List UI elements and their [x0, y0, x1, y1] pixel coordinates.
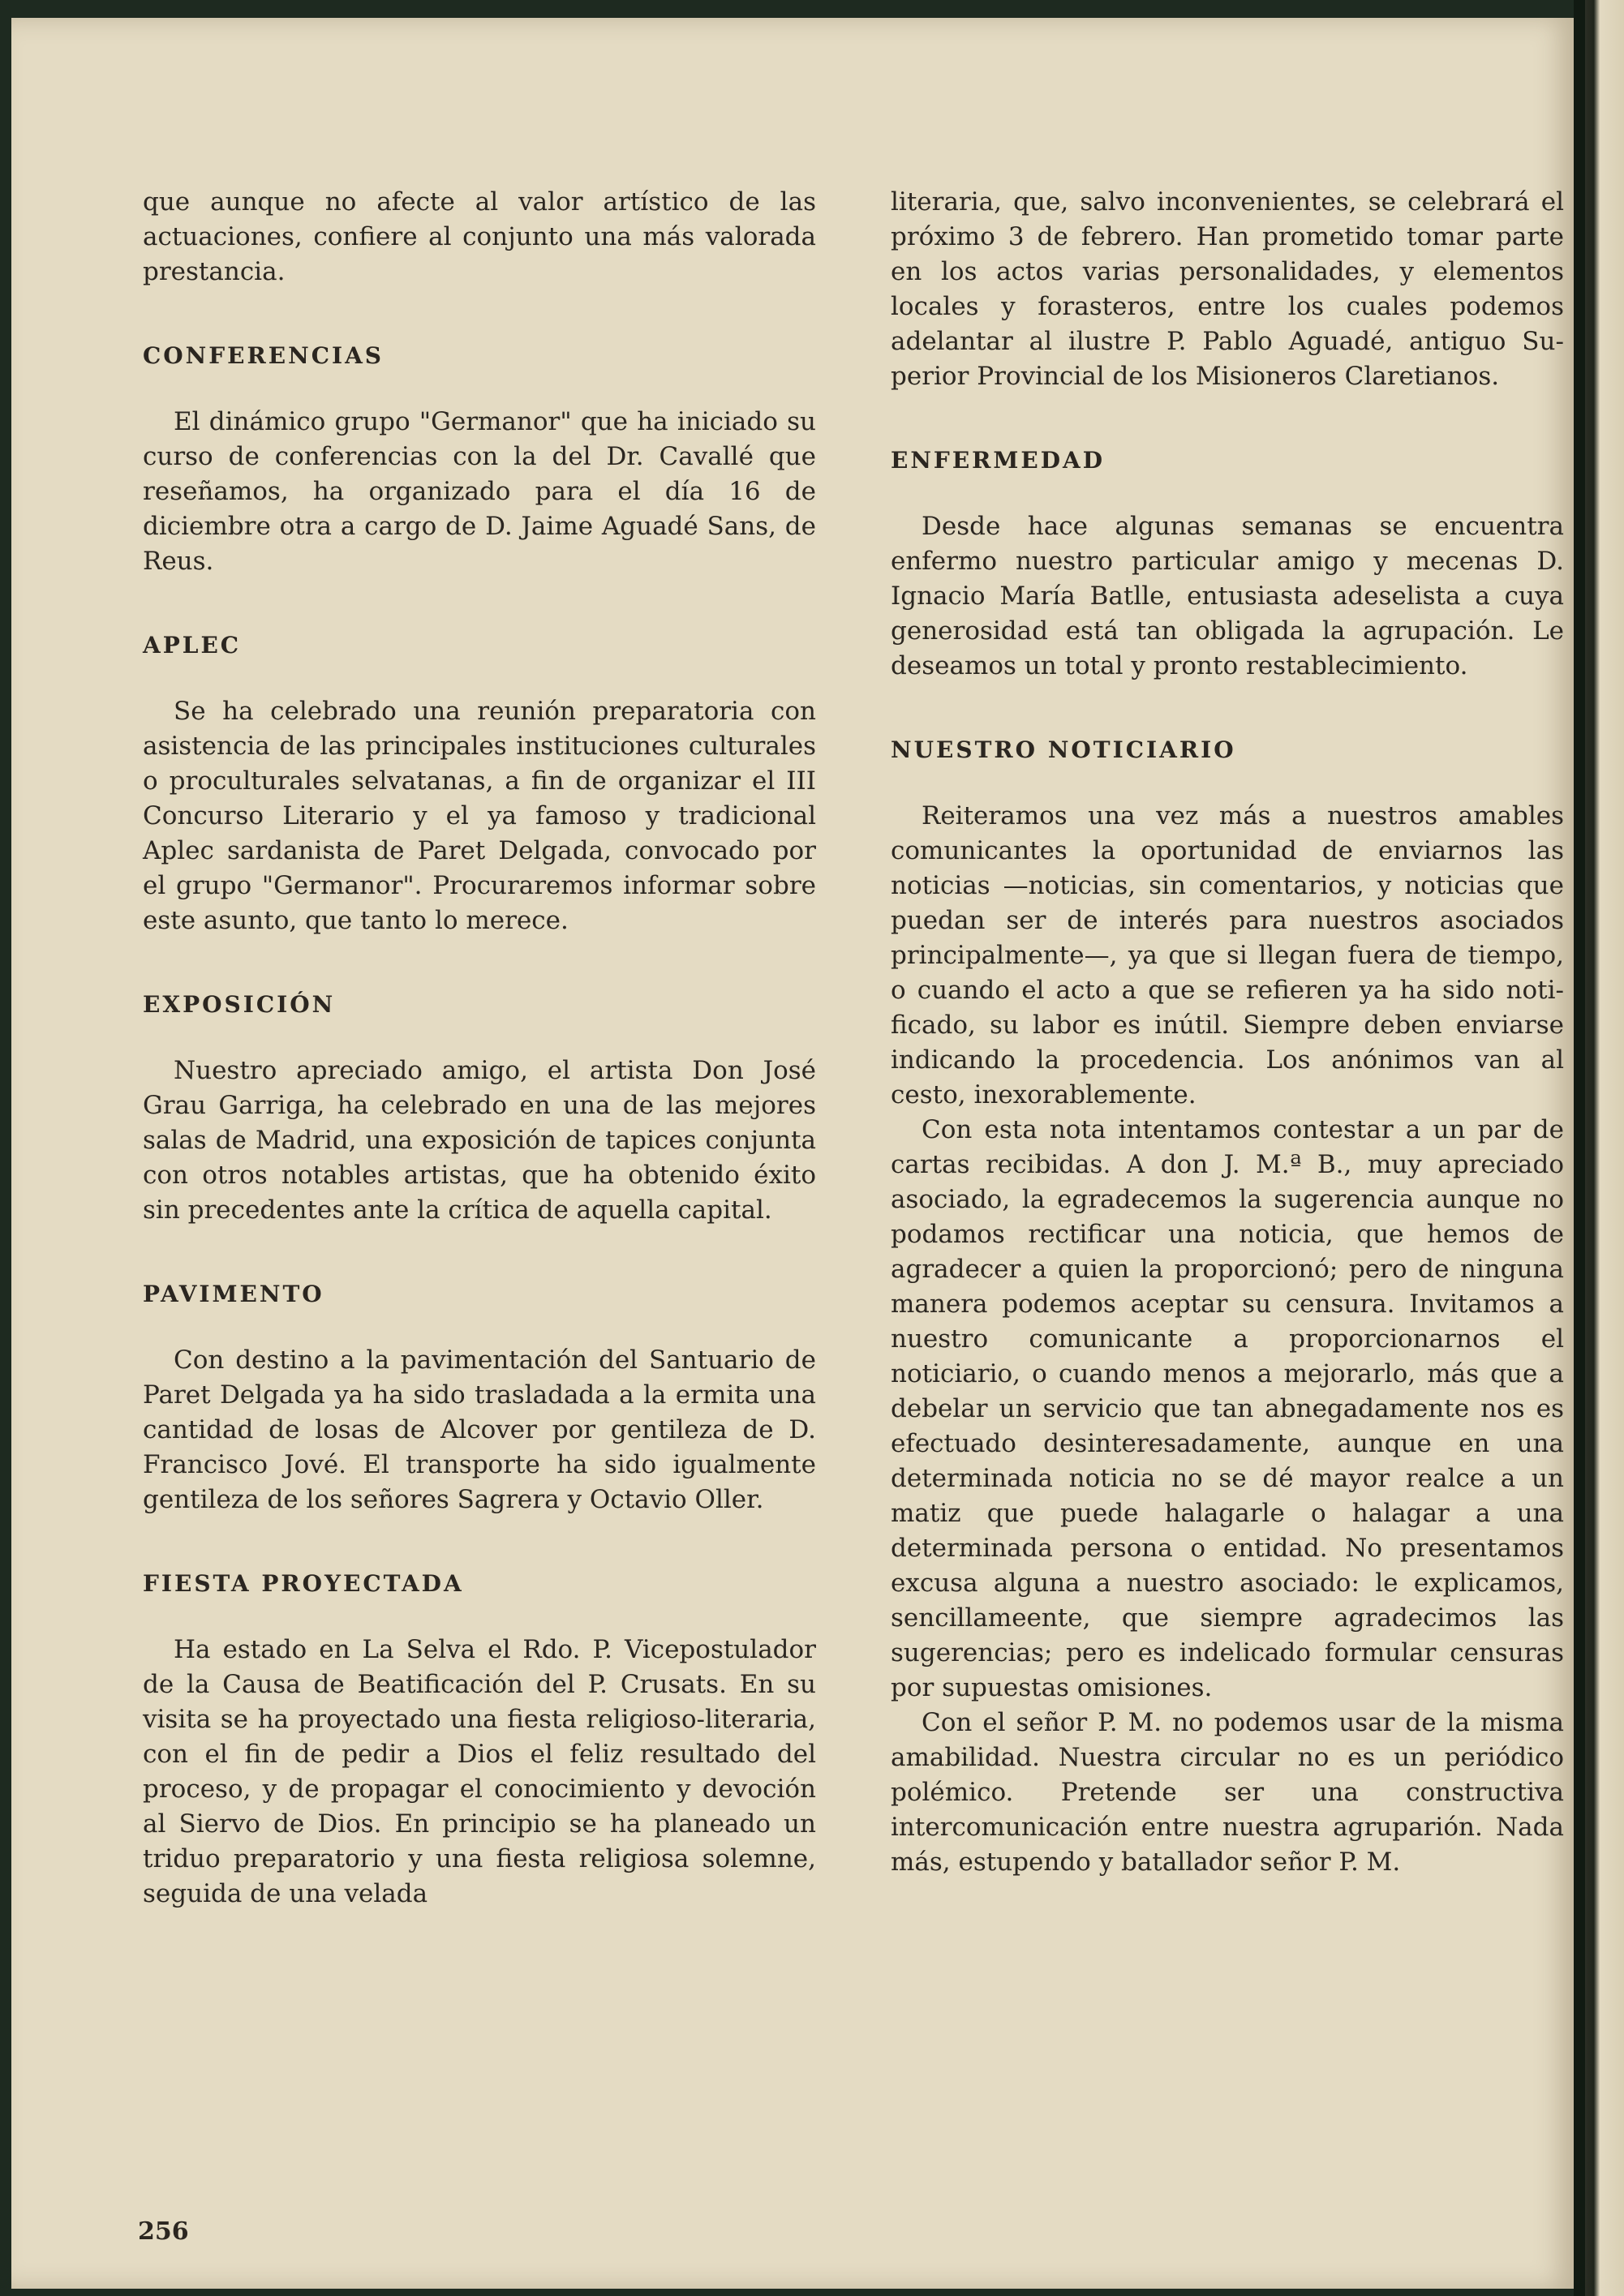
right-column [891, 185, 1564, 1880]
section-heading: ENFERMEDAD [891, 447, 1106, 474]
section-paragraph: Se ha celebrado una reunión preparatoria con asistencia de las principales instituciones culturales o proculturales selvatanas, a fin de organizar el III Concurso Literario y el ya famoso y tradicional Aplec sardanista de Paret Delgada, convocado por el grupo "Germanor". Procuraremos informar sobre este asunto, que tanto lo merece. [143, 697, 816, 935]
left-intro-paragraph: que aunque no afecte al valor artístico de las actuaciones, confiere al conjunto una más valorada prestancia. [143, 187, 816, 286]
page-number: 256 [138, 2217, 189, 2246]
section-heading: NUESTRO NOTICIARIO [891, 736, 1236, 763]
section-heading: CONFERENCIAS [143, 342, 385, 369]
right-intro-paragraph: literaria, que, salvo inconvenientes, se celebrará el próximo 3 de febrero. Han prometido tomar parte en los actos varias personalidades, y elementos locales y forasteros, entre los cuales podemos adelantar al ilustre P. Pablo Aguadé, antiguo Superior Provincial de los Misioneros Claretianos. [891, 187, 1564, 391]
gutter-shadow [1574, 0, 1585, 2296]
section-paragraph: Desde hace algunas semanas se encuentra enfermo nuestro particular amigo y mecenas D. Ignacio María Batlle, entusiasta adeselista a cuya generosidad está tan obligada la agrupación. Le deseamos un total y pronto restablecimiento. [891, 512, 1564, 680]
section-paragraph: Con el señor P. M. no podemos usar de la misma amabilidad. Nuestra circular no es un periódico polémico. Pretende ser una constructiva intercomunicación entre nuestra agruparión. Nada más, estupendo y batallador señor P. M. [891, 1708, 1564, 1877]
section-heading: APLEC [143, 632, 242, 659]
section-paragraph: Reiteramos una vez más a nuestros amables comunicantes la oportunidad de enviarnos las noticias —noticias, sin comentarios, y noticias que puedan ser de interés para nuestros asociados principalmente—, ya que si llegan fuera de tiempo, o cuando el acto a que se refieren ya ha sido notificado, su labor es inútil. Siempre deben enviarse indicando la procedencia. Los anónimos van al cesto, inexorablemente. [891, 801, 1564, 1109]
section-paragraph: Ha estado en La Selva el Rdo. P. Vicepostulador de la Causa de Beatificación del P. Crusats. En su visita se ha proyectado una fiesta religioso-literaria, con el fin de pedir a Dios el feliz resultado del proceso, y de propagar el conocimiento y devoción al Siervo de Dios. En principio se ha planeado un triduo preparatorio y una fiesta religiosa solemne, seguida de una velada [143, 1635, 816, 1908]
section-paragraph: Con destino a la pavimentación del Santuario de Paret Delgada ya ha sido trasladada a la ermita una cantidad de losas de Alcover por gentileza de D. Francisco Jové. El transporte ha sido igualmente gentileza de los señores Sagrera y Octavio Oller. [143, 1345, 816, 1514]
section-pavimento [143, 1278, 816, 1517]
section-paragraph: El dinámico grupo "Germanor" que ha iniciado su curso de conferencias con la del Dr. Cavallé que reseñamos, ha organizado para el día 16 de diciembre otra a cargo de D. Jaime Aguadé Sans, de Reus. [143, 407, 816, 576]
section-heading: EXPOSICIÓN [143, 991, 336, 1018]
section-heading: PAVIMENTO [143, 1281, 324, 1307]
section-exposicion [143, 989, 816, 1228]
section-conferencias [143, 340, 816, 579]
section-heading: FIESTA PROYECTADA [143, 1570, 464, 1597]
section-nuestro-noticiario [891, 734, 1564, 1880]
section-paragraph: Nuestro apreciado amigo, el artista Don José Grau Garriga, ha celebrado en una de las mejores salas de Madrid, una exposición de tapices conjunta con otros notables artistas, que ha obtenido éxito sin precedentes ante la crítica de aquella capital. [143, 1056, 816, 1225]
section-fiesta-proyectada [143, 1568, 816, 1912]
left-column [143, 185, 816, 1912]
section-paragraph: Con esta nota intentamos contestar a un par de cartas recibidas. A don J. M.ª B., muy apreciado asociado, la egradecemos la sugerencia aunque no podamos rectificar una noticia, que hemos de agradecer a quien la proporcionó; pero de ninguna manera podemos aceptar su censura. Invitamos a nuestro comunicante a proporcionarnos el noticiario, o cuando menos a mejorarlo, más que a debelar un servicio que tan abnegadamente nos es efectuado desinteresadamente, aunque en una determinada noticia no se dé mayor realce a un matiz que puede halagarle o halagar a una determinada persona o entidad. No presentamos excusa alguna a nuestro asociado: le explicamos, sencillameente, que siempre agradecimos las sugerencias; pero es indelicado formular censuras por supuestas omisiones. [891, 1115, 1564, 1702]
section-aplec [143, 629, 816, 938]
section-enfermedad [891, 444, 1564, 684]
page-gutter [1574, 0, 1624, 2296]
